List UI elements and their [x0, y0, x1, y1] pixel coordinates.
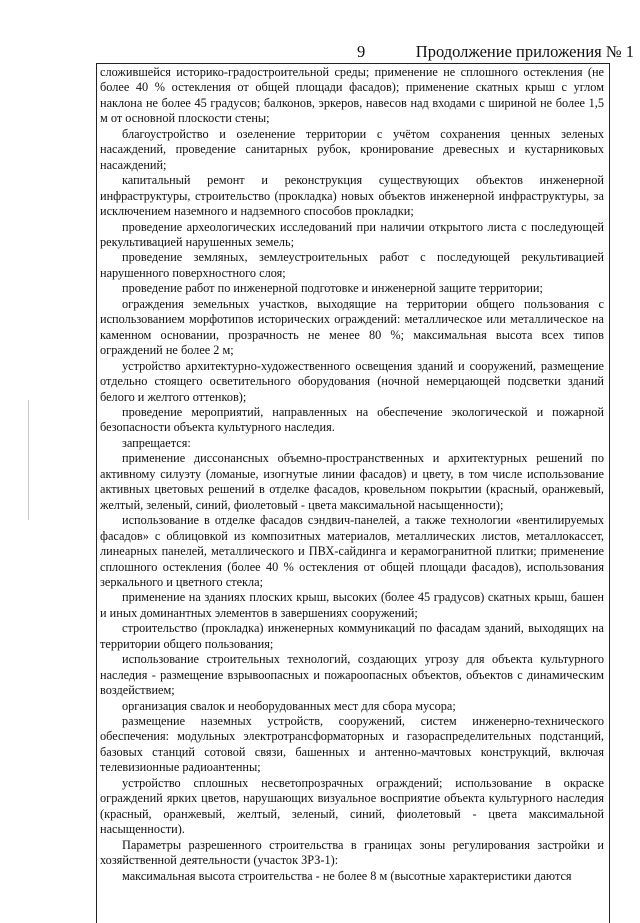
section-label: запрещается: [122, 435, 191, 450]
scan-artifact [28, 400, 29, 520]
paragraph: капитальный ремонт и реконструкция существующих объектов инженерной инфраструктуры, строительство (прокладка) новых объектов инженерной инфраструктуры, за исключением наземного и надземного способов прокладки; [100, 173, 604, 219]
paragraph: проведение земляных, землеустроительных работ с последующей рекультивацией нарушенного поверхностного слоя; [100, 250, 604, 280]
paragraph: благоустройство и озеленение территории с учётом сохранения ценных зеленых насаждений, проведение санитарных рубок, кронирование древесных и кустарниковых насаждений; [100, 126, 604, 172]
page-header [0, 42, 640, 64]
paragraph: проведение мероприятий, направленных на обеспечение экологической и пожарной безопасности объекта культурного наследия. [100, 404, 604, 435]
paragraph: Параметры разрешенного строительства в границах зоны регулирования застройки и хозяйственной деятельности (участок ЗРЗ-1): [100, 837, 604, 868]
paragraph: устройство сплошных несветопрозрачных ограждений; использование в окраске ограждений ярких цветов, нарушающих визуальное восприятие объекта культурного наследия (красный, оранжевый, желтый, зеленый, синий, фиолетовый - цвета максимальной насыщенности). [100, 775, 604, 837]
paragraph: строительство (прокладка) инженерных коммуникаций по фасадам зданий, выходящих на территории общего пользования; [100, 621, 604, 651]
paragraph: ограждения земельных участков, выходящие на территории общего пользования с использованием морфотипов исторических ограждений: металлическое или металлическое на каменном основании, прозрачность не менее 80 %; максимальная высота всех типов ограждений не более 2 м; [100, 296, 604, 358]
paragraph: проведение работ по инженерной подготовке и инженерной защите территории; [122, 281, 543, 296]
paragraph: сложившейся историко-градостроительной среды; применение не сплошного остекления (не более 40 % остекления от общей площади фасадов); применение скатных крыш с углом наклона не более 45 градусов; балконов, эркеров, навесов над входами с шириной не более 1,5 м от основной плоскости стены; [100, 65, 604, 126]
paragraph: применение на зданиях плоских крыш, высоких (более 45 градусов) скатных крыш, башен и иных доминантных элементов в завершениях сооружений; [100, 590, 604, 620]
document-body [100, 65, 604, 884]
paragraph: максимальная высота строительства - не более 8 м (высотные характеристики даются [122, 868, 572, 883]
paragraph: проведение археологических исследований при наличии открытого листа с последующей рекультивацией нарушенных земель; [100, 219, 604, 249]
paragraph: устройство архитектурно-художественного освещения зданий и сооружений, размещение отдельно стоящего осветительного оборудования (ночной немерцающей подсветки зданий белого и желтого оттенков); [100, 358, 604, 404]
paragraph: организация свалок и необорудованных мест для сбора мусора; [122, 698, 456, 713]
paragraph: использование в отделке фасадов сэндвич-панелей, а также технологии «вентилируемых фасадов» с облицовкой из композитных материалов, металлических листов, металлокассет, линеарных панелей, металлического и ПВХ-сайдинга и керамогранитной плитки; применение сплошного остекления (более 40 % остекления от общей площади фасадов), использования зеркального и цветного стекла; [100, 513, 604, 589]
paragraph: использование строительных технологий, создающих угрозу для объекта культурного наследия - размещение взрывоопасных и пожароопасных объектов, объектов с динамическим воздействием; [100, 652, 604, 698]
paragraph: применение диссонансных объемно-пространственных и архитектурных решений по активному силуэту (ломаные, изогнутые линии фасадов) и цвету, в том числе использование активных цветовых решений в отделке фасадов, кровельном покрытии (красный, оранжевый, желтый, зеленый, синий, фиолетовый - цвета максимальной насыщенности); [100, 451, 604, 512]
page-number: 9 [357, 42, 366, 61]
continuation-title: Продолжение приложения № 1 [415, 42, 634, 61]
paragraph: размещение наземных устройств, сооружений, систем инженерно-технического обеспечения: модульных электротрансформаторных и газораспределительных подстанций, базовых станций сотовой связи, башенных и антенно-мачтовых конструкций, включая телевизионные радиоантенны; [100, 714, 604, 775]
